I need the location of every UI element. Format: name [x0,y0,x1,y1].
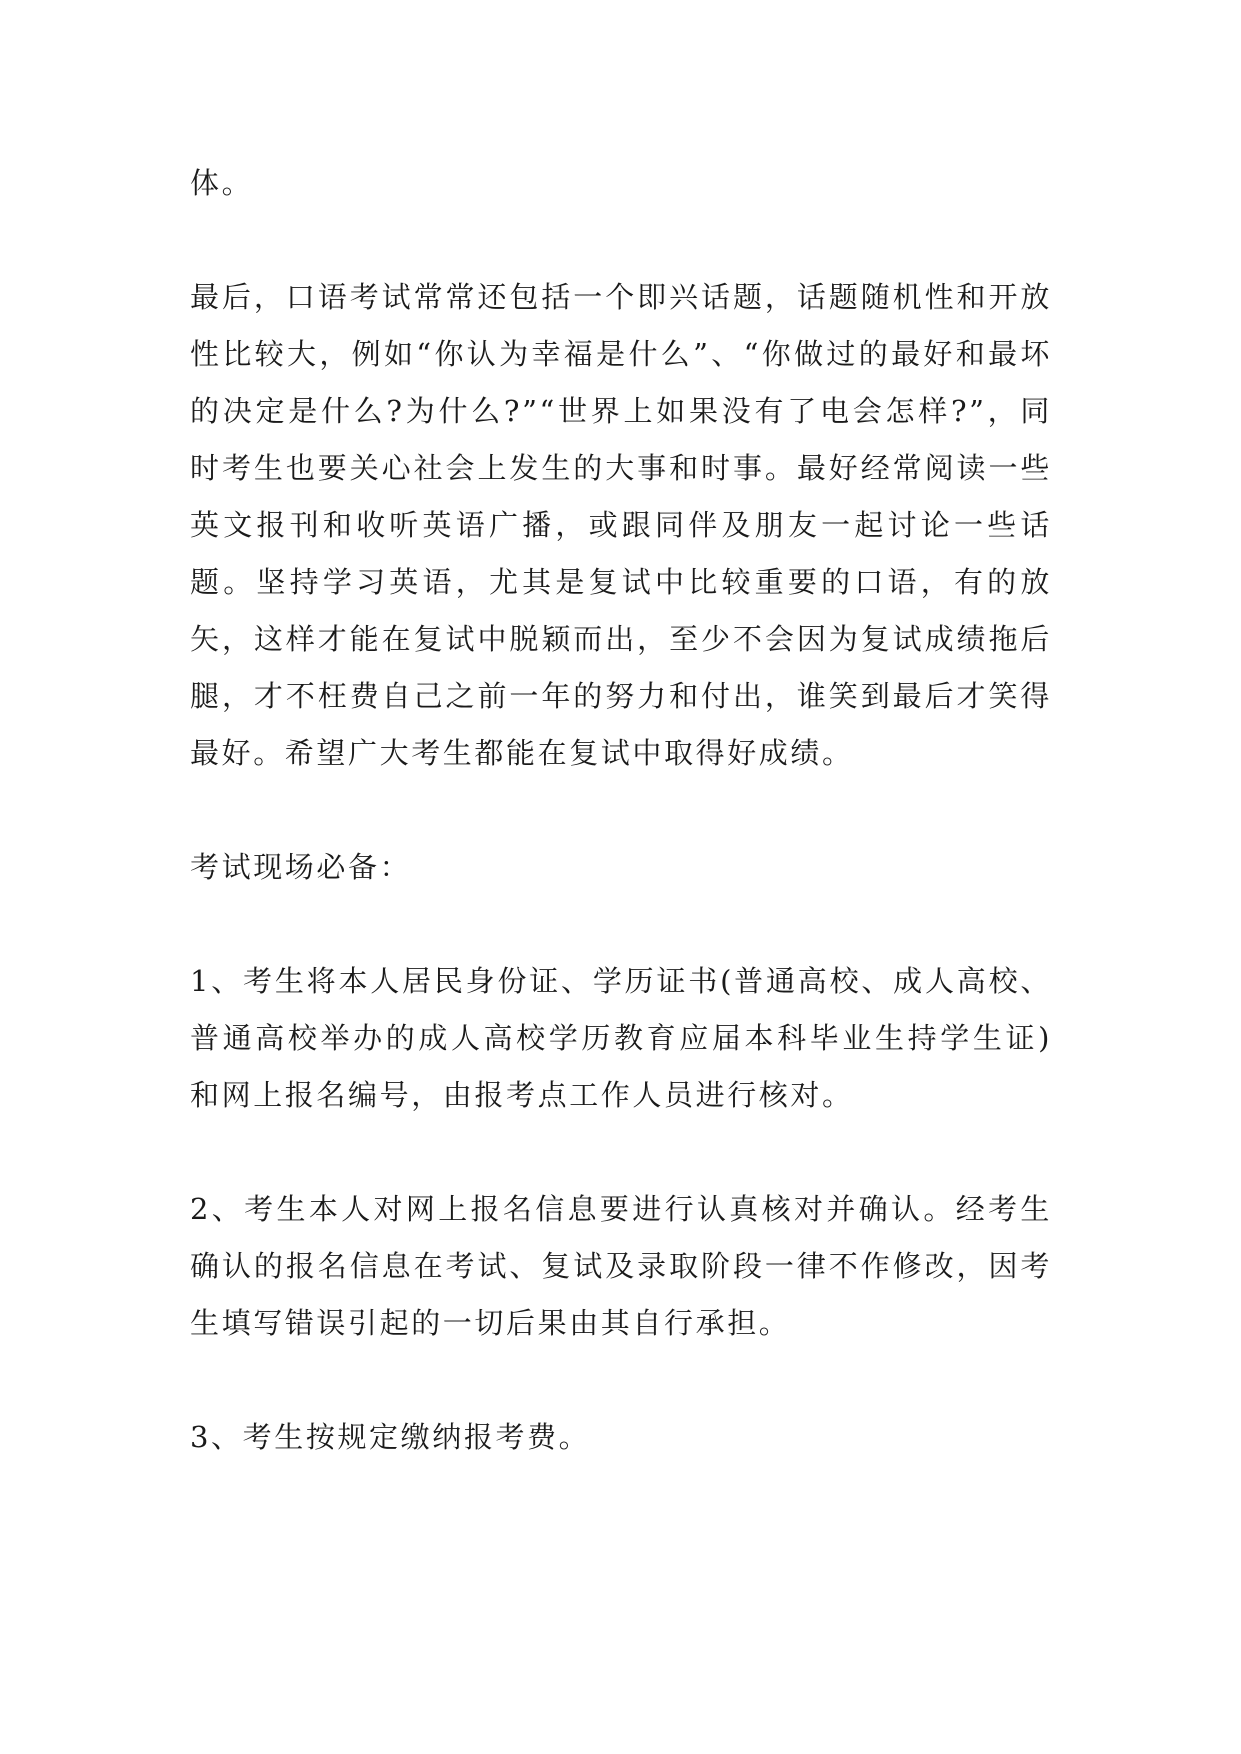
paragraph-spacer [190,1352,1052,1409]
list-item-1: 1、考生将本人居民身份证、学历证书(普通高校、成人高校、普通高校举办的成人高校学历教育应届本科毕业生持学生证)和网上报名编号，由报考点工作人员进行核对。 [190,964,1052,1112]
section-heading-exam-essentials: 考试现场必备： [190,850,412,884]
paragraph-continuation: 体。 [190,166,254,200]
list-item-3: 3、考生按规定缴纳报考费。 [190,1420,591,1454]
paragraph-spacer [190,212,1052,269]
document-body [190,155,1052,1466]
list-item-2: 2、考生本人对网上报名信息要进行认真核对并确认。经考生确认的报名信息在考试、复试及录取阶段一律不作修改，因考生填写错误引起的一切后果由其自行承担。 [190,1192,1052,1340]
paragraph-oral-exam-advice: 最后，口语考试常常还包括一个即兴话题，话题随机性和开放性比较大，例如“你认为幸福是什么”、“你做过的最好和最坏的决定是什么?为什么?”“世界上如果没有了电会怎样?”，同时考生也要关心社会上发生的大事和时事。最好经常阅读一些英文报刊和收听英语广播，或跟同伴及朋友一起讨论一些话题。坚持学习英语，尤其是复试中比较重要的口语，有的放矢，这样才能在复试中脱颖而出，至少不会因为复试成绩拖后腿，才不枉费自己之前一年的努力和付出，谁笑到最后才笑得最好。希望广大考生都能在复试中取得好成绩。 [190,280,1052,770]
paragraph-spacer [190,896,1052,953]
paragraph-spacer [190,782,1052,839]
paragraph-spacer [190,1124,1052,1181]
